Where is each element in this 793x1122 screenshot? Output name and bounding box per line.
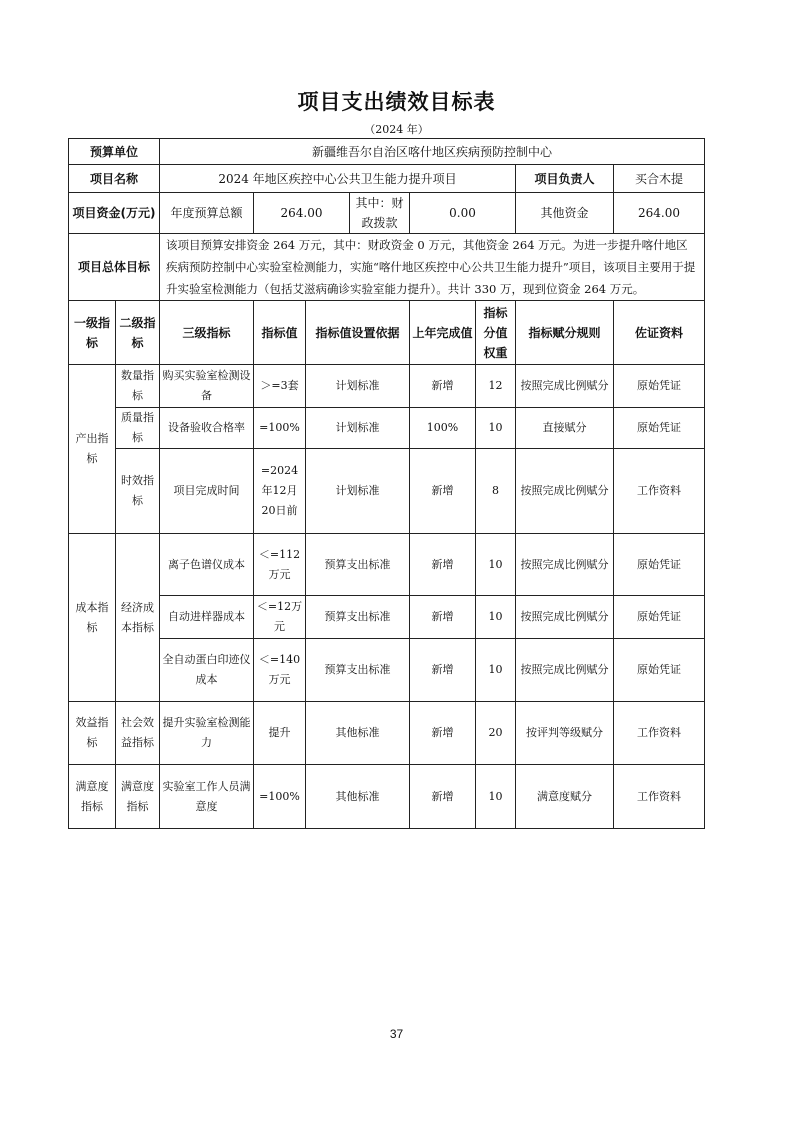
level2-timeliness: 时效指标: [116, 449, 160, 534]
overall-goal-label: 项目总体目标: [69, 234, 160, 301]
page-number: 37: [389, 1027, 404, 1041]
indicator-value: 提升: [254, 702, 306, 765]
indicator-last-year: 新增: [410, 765, 476, 829]
level2-quantity: 数量指标: [116, 365, 160, 408]
level2-economic-cost: 经济成本指标: [116, 534, 160, 702]
indicator-evidence: 原始凭证: [614, 365, 705, 408]
indicator-name: 购买实验室检测设备: [160, 365, 254, 408]
unit-value: 新疆维吾尔自治区喀什地区疾病预防控制中心: [160, 139, 705, 165]
indicator-evidence: 原始凭证: [614, 534, 705, 596]
indicator-value: =2024年12月20日前: [254, 449, 306, 534]
annual-total-label: 年度预算总额: [160, 193, 254, 234]
indicator-basis: 其他标准: [306, 765, 410, 829]
indicator-last-year: 100%: [410, 408, 476, 449]
indicator-basis: 预算支出标准: [306, 639, 410, 702]
indicator-evidence: 工作资料: [614, 765, 705, 829]
header-level1: 一级指标: [69, 301, 116, 365]
indicator-last-year: 新增: [410, 534, 476, 596]
table-row: [69, 639, 705, 702]
indicator-basis: 计划标准: [306, 408, 410, 449]
page-title: 项目支出绩效目标表: [297, 90, 496, 114]
indicator-name: 提升实验室检测能力: [160, 702, 254, 765]
indicator-rule: 按照完成比例赋分: [516, 365, 614, 408]
level1-output: 产出指标: [69, 365, 116, 534]
level2-social-benefit: 社会效益指标: [116, 702, 160, 765]
funds-label: 项目资金(万元): [69, 193, 160, 234]
level2-satisfaction: 满意度指标: [116, 765, 160, 829]
other-funds-label: 其他资金: [516, 193, 614, 234]
indicator-rule: 按照完成比例赋分: [516, 639, 614, 702]
annual-total-value: 264.00: [254, 193, 350, 234]
indicator-rule: 按照完成比例赋分: [516, 449, 614, 534]
table-row: [69, 408, 705, 449]
indicator-basis: 计划标准: [306, 449, 410, 534]
indicator-value: ＜=112万元: [254, 534, 306, 596]
level1-benefit: 效益指标: [69, 702, 116, 765]
level1-satisfaction: 满意度指标: [69, 765, 116, 829]
table-row: [69, 365, 705, 408]
header-evidence: 佐证资料: [614, 301, 705, 365]
project-name-label: 项目名称: [69, 165, 160, 193]
table-row: [69, 765, 705, 829]
indicator-name: 离子色谱仪成本: [160, 534, 254, 596]
indicator-name: 自动进样器成本: [160, 596, 254, 639]
indicator-weight: 10: [476, 639, 516, 702]
other-funds-value: 264.00: [614, 193, 705, 234]
level2-quality: 质量指标: [116, 408, 160, 449]
table-row: [69, 449, 705, 534]
project-name-value: 2024 年地区疾控中心公共卫生能力提升项目: [160, 165, 516, 193]
indicator-rule: 满意度赋分: [516, 765, 614, 829]
indicator-rule: 按照完成比例赋分: [516, 534, 614, 596]
header-basis: 指标值设置依据: [306, 301, 410, 365]
indicator-weight: 8: [476, 449, 516, 534]
indicator-last-year: 新增: [410, 449, 476, 534]
indicator-name: 实验室工作人员满意度: [160, 765, 254, 829]
indicator-value: ＜=140万元: [254, 639, 306, 702]
indicator-value: =100%: [254, 765, 306, 829]
indicator-name: 设备验收合格率: [160, 408, 254, 449]
indicator-weight: 10: [476, 596, 516, 639]
header-rule: 指标赋分规则: [516, 301, 614, 365]
indicator-evidence: 原始凭证: [614, 408, 705, 449]
unit-label: 预算单位: [69, 139, 160, 165]
header-level2: 二级指标: [116, 301, 160, 365]
indicator-rule: 直接赋分: [516, 408, 614, 449]
indicator-weight: 20: [476, 702, 516, 765]
indicator-evidence: 原始凭证: [614, 639, 705, 702]
indicator-last-year: 新增: [410, 639, 476, 702]
indicator-evidence: 工作资料: [614, 449, 705, 534]
table-row: [69, 534, 705, 596]
table-row: [69, 702, 705, 765]
indicator-name: 全自动蛋白印迹仪成本: [160, 639, 254, 702]
indicator-value: =100%: [254, 408, 306, 449]
header-level3: 三级指标: [160, 301, 254, 365]
indicator-last-year: 新增: [410, 702, 476, 765]
indicator-basis: 计划标准: [306, 365, 410, 408]
indicator-evidence: 工作资料: [614, 702, 705, 765]
indicator-evidence: 原始凭证: [614, 596, 705, 639]
header-weight: 指标分值权重: [476, 301, 516, 365]
indicator-rule: 按评判等级赋分: [516, 702, 614, 765]
indicator-weight: 10: [476, 408, 516, 449]
fiscal-value: 0.00: [410, 193, 516, 234]
indicator-weight: 10: [476, 534, 516, 596]
indicator-last-year: 新增: [410, 365, 476, 408]
header-last-year: 上年完成值: [410, 301, 476, 365]
year-subtitle: （2024 年）: [364, 123, 429, 136]
project-leader-label: 项目负责人: [516, 165, 614, 193]
indicator-value: ＜=12万元: [254, 596, 306, 639]
indicator-value: ＞=3套: [254, 365, 306, 408]
indicator-rule: 按照完成比例赋分: [516, 596, 614, 639]
project-leader-value: 买合木提: [614, 165, 705, 193]
performance-target-table: [68, 138, 705, 829]
indicator-basis: 预算支出标准: [306, 534, 410, 596]
table-row: [69, 596, 705, 639]
overall-goal-text: 该项目预算安排资金 264 万元，其中：财政资金 0 万元，其他资金 264 万元。为进一步提升喀什地区疾病预防控制中心实验室检测能力，实施“喀什地区疾控中心公共卫生能力提升”项目，该项目主要用于提升实验室检测能力（包括艾滋病确诊实验室能力提升）。共计 330 万，现到位资金 264 万元。: [160, 234, 705, 301]
fiscal-label: 其中：财政拨款: [350, 193, 410, 234]
indicator-basis: 预算支出标准: [306, 596, 410, 639]
level1-cost: 成本指标: [69, 534, 116, 702]
header-value: 指标值: [254, 301, 306, 365]
indicator-weight: 10: [476, 765, 516, 829]
indicator-last-year: 新增: [410, 596, 476, 639]
indicator-name: 项目完成时间: [160, 449, 254, 534]
indicator-basis: 其他标准: [306, 702, 410, 765]
indicator-weight: 12: [476, 365, 516, 408]
